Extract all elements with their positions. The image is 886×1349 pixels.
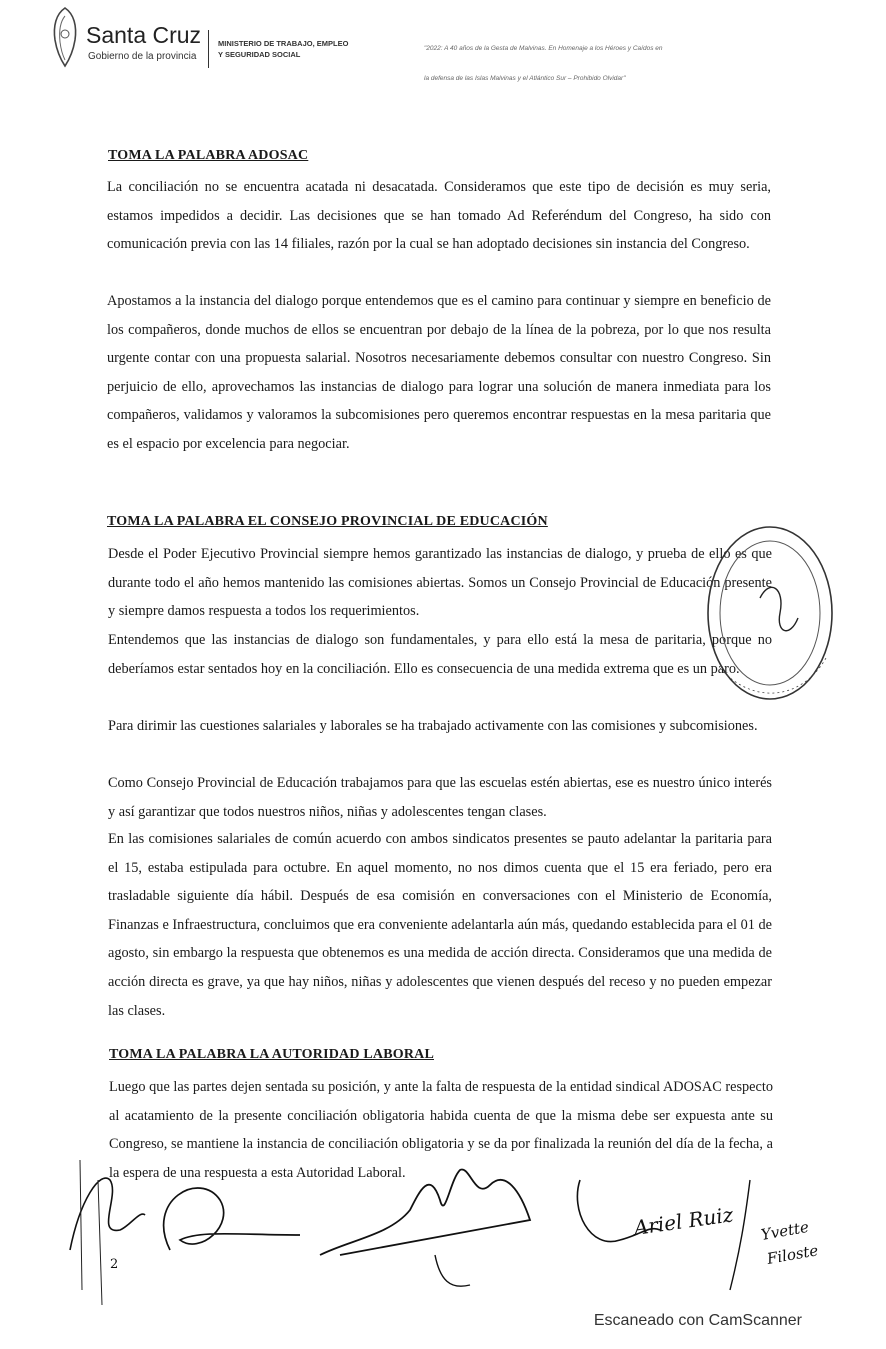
motto — [424, 34, 784, 94]
section-heading-adosac: TOMA LA PALABRA ADOSAC — [108, 148, 309, 163]
svg-text:Filoste: Filoste — [765, 1241, 820, 1268]
letterhead-divider — [208, 30, 209, 68]
official-stamp — [690, 518, 840, 708]
paragraph: Para dirimir las cuestiones salariales y laborales se ha trabajado activamente con las comisiones y subcomisiones. — [108, 718, 758, 734]
paragraph: Apostamos a la instancia del dialogo porque entendemos que es el camino para continuar y siempre en beneficio de los compañeros, donde muchos de ellos se encuentran por debajo de la línea de la pobreza, por lo que nos resulta urgente contar con una propuesta salarial. Nosotros necesariamente debemos consultar con nuestro Congreso. Sin perjuicio de ello, aprovechamos las instancias de dialogo para lograr una solución de manera inmediata para los compañeros, validamos y valoramos la subcomisiones pero queremos encontrar respuestas en la mesa paritaria que es el espacio por excelencia para negociar. — [107, 293, 771, 452]
paragraph: Como Consejo Provincial de Educación trabajamos para que las escuelas estén abiertas, ese es nuestro único interés y así garantizar que todos nuestros niños, niñas y adolescentes tengan clases. — [108, 775, 772, 820]
paragraph: Luego que las partes dejen sentada su posición, y ante la falta de respuesta de la entidad sindical ADOSAC respecto al acatamiento de la presente conciliación obligatoria habida cuenta de que la misma debe ser expuesta ante su Congreso, se mantiene la instancia de conciliación obligatoria y se da por finalizada la reunión del día de la fecha, a la espera de una respuesta a esta Autoridad Laboral. — [109, 1079, 773, 1181]
scanner-watermark: Escaneado con CamScanner — [593, 1312, 802, 1329]
section-heading-consejo: TOMA LA PALABRA EL CONSEJO PROVINCIAL DE EDUCACIÓN — [107, 514, 548, 529]
org-subtitle: Gobierno de la provincia — [88, 51, 197, 62]
motto-line-1: "2022: A 40 años de la Gesta de Malvinas. En Homenaje a los Héroes y Caídos en — [424, 45, 663, 52]
paragraph: La conciliación no se encuentra acatada ni desacatada. Consideramos que este tipo de decisión es muy seria, estamos impedidos a decidir. Las decisiones que se han tomado Ad Referéndum del Congreso, ha sido con comunicación previa con las 14 filiales, razón por la cual se han adoptado decisiones sin instancia del Congreso. — [107, 179, 771, 253]
ministry-line-1: MINISTERIO DE TRABAJO, EMPLEO — [218, 39, 349, 48]
ministry-name — [218, 38, 348, 60]
paragraph: En las comisiones salariales de común acuerdo con ambos sindicatos presentes se pauto adelantar la paritaria para el 15, estaba estipulada para octubre. En aquel momento, no nos dimos cuenta que el 15 era feriado, pero era trasladable siguiente día hábil. Después de esa comisión en conversaciones con el Ministerio de Economía, Finanzas e Infraestructura, concluimos que era conveniente adelantarla aún más, quedando establecida para el 01 de agosto, sin embargo la respuesta que obtenemos es una medida de acción directa. Consideramos que una medida de acción directa es grave, ya que hay niños, niñas y adolescentes que vienen después del receso y no pueden empezar las clases. — [108, 831, 772, 1019]
section-heading-autoridad: TOMA LA PALABRA LA AUTORIDAD LABORAL — [109, 1047, 434, 1062]
ministry-line-2: Y SEGURIDAD SOCIAL — [218, 50, 301, 59]
org-name: Santa Cruz — [86, 22, 202, 48]
signatures — [50, 1140, 850, 1310]
province-crest-icon — [50, 6, 80, 68]
svg-text:Yvette: Yvette — [759, 1217, 811, 1244]
svg-text:2: 2 — [110, 1257, 119, 1272]
svg-text:Ariel Ruiz: Ariel Ruiz — [632, 1202, 735, 1240]
paragraph: Desde el Poder Ejecutivo Provincial siempre hemos garantizado las instancias de dialogo, y prueba de ello es que durante todo el año hemos mantenido las comisiones abiertas. Somos un Consejo Provincial de Educación presente y siempre damos respuesta a todos los requerimientos. — [108, 546, 772, 620]
paragraph: Entendemos que las instancias de dialogo son fundamentales, y para ello está la mesa de paritaria, porque no deberíamos estar sentados hoy en la conciliación. Ello es consecuencia de una medida extrema que es un paro. — [108, 632, 772, 677]
motto-line-2: la defensa de las Islas Malvinas y el Atlántico Sur – Prohibido Olvidar" — [424, 75, 626, 82]
